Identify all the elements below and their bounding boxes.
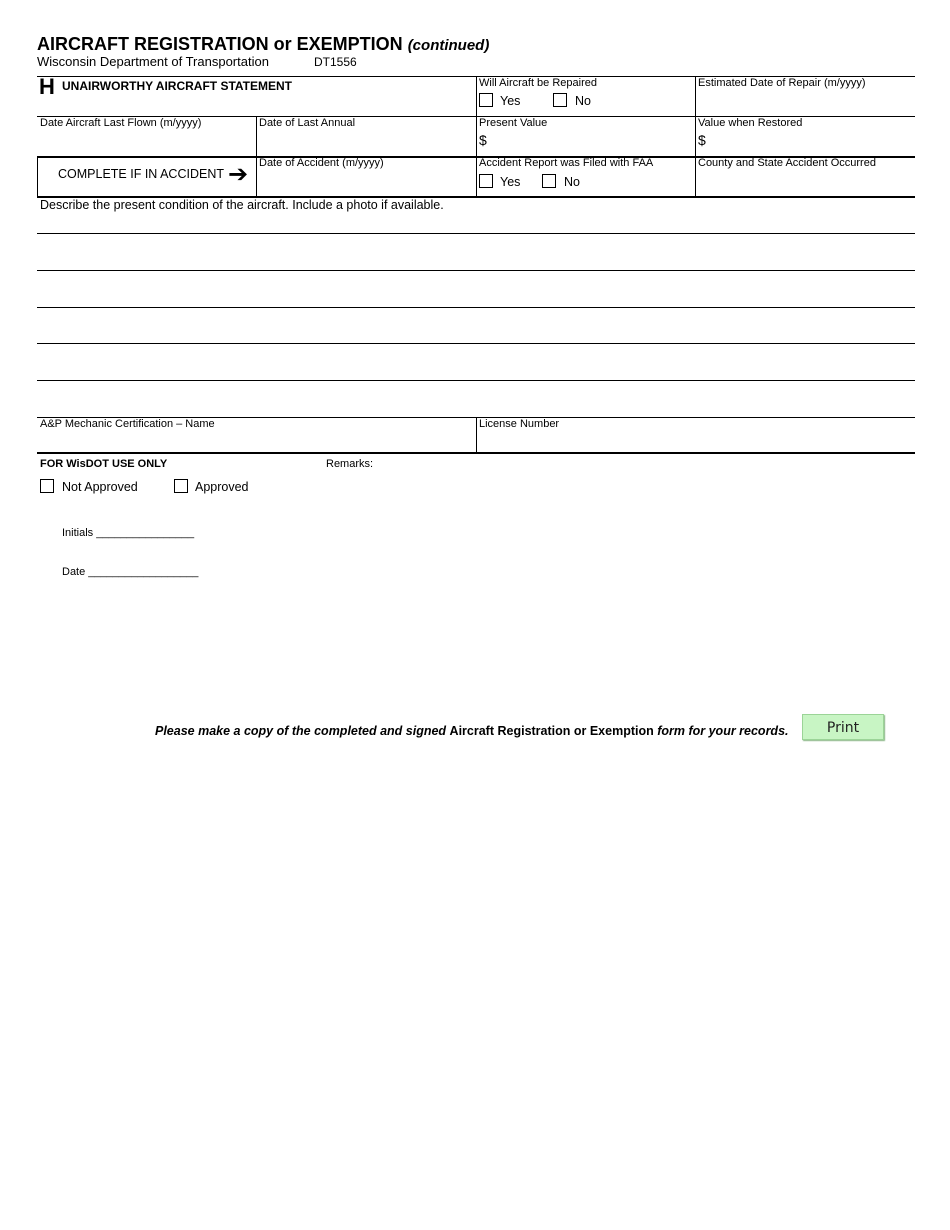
condition-line-6-input[interactable] [40,398,910,416]
restored-value-label: Value when Restored [698,117,803,129]
will-repair-yes-label: Yes [500,94,521,108]
accident-date-input[interactable] [259,174,469,192]
records-note-start: Please make a copy of the completed and signed [155,724,450,738]
condition-line-5-input[interactable] [40,361,910,379]
license-number-input[interactable] [479,433,909,451]
section-letter: H [39,74,55,99]
vline-col3 [476,76,477,197]
records-note [155,724,789,738]
faa-report-no-checkbox[interactable] [542,174,556,188]
rule-condition-4 [37,343,915,344]
vline-accident-left [37,156,38,197]
present-value-label: Present Value [479,117,548,129]
records-note-form-name: Aircraft Registration or Exemption [449,724,654,738]
license-number-label: License Number [479,418,560,430]
mechanic-name-label: A&P Mechanic Certification – Name [40,418,215,430]
rule-condition-1 [37,233,915,234]
present-value-dollar: $ [479,132,487,148]
condition-line-1-input[interactable] [40,214,910,232]
mechanic-name-input[interactable] [40,433,470,451]
present-value-input[interactable] [490,134,690,152]
condition-line-4-input[interactable] [40,324,910,342]
form-title-text: AIRCRAFT REGISTRATION or EXEMPTION [37,34,403,54]
faa-report-yes-label: Yes [500,175,521,189]
vline-license [476,417,477,453]
office-use-title: FOR WisDOT USE ONLY [40,458,168,470]
date-field: Date __________________ [62,566,199,578]
form-title-suffix: (continued) [407,37,490,54]
restored-value-dollar: $ [698,132,706,148]
arrow-right-icon: ➔ [228,160,249,188]
not-approved-checkbox[interactable] [40,479,54,493]
form-title [37,34,489,55]
will-repair-yes-checkbox[interactable] [479,93,493,107]
form-number: DT1556 [314,55,357,69]
not-approved-label: Not Approved [62,480,138,494]
will-repair-no-checkbox[interactable] [553,93,567,107]
last-flown-input[interactable] [40,134,250,152]
est-repair-date-input[interactable] [698,94,908,112]
will-repair-label: Will Aircraft be Repaired [479,77,597,89]
rule-condition-3 [37,307,915,308]
accident-date-label: Date of Accident (m/yyyy) [259,157,384,169]
faa-report-no-label: No [564,175,580,189]
approved-label: Approved [195,480,249,494]
faa-report-label: Accident Report was Filed with FAA [479,157,654,169]
initials-field: Initials ________________ [62,527,195,539]
accident-location-input[interactable] [698,174,908,192]
will-repair-no-label: No [575,94,591,108]
last-flown-label: Date Aircraft Last Flown (m/yyyy) [40,117,202,129]
accident-note: COMPLETE IF IN ACCIDENT [58,167,224,181]
approved-checkbox[interactable] [174,479,188,493]
print-button[interactable]: Print [802,714,884,740]
condition-label: Describe the present condition of the aircraft. Include a photo if available. [40,198,444,212]
est-repair-date-label: Estimated Date of Repair (m/yyyy) [698,77,866,89]
section-title: UNAIRWORTHY AIRCRAFT STATEMENT [62,79,292,93]
records-note-end: form for your records. [653,724,789,738]
remarks-label: Remarks: [326,458,374,470]
vline-col2 [256,116,257,197]
vline-col4 [695,76,696,197]
last-annual-input[interactable] [259,134,469,152]
faa-report-yes-checkbox[interactable] [479,174,493,188]
last-annual-label: Date of Last Annual [259,117,356,129]
department-name: Wisconsin Department of Transportation [37,54,269,69]
restored-value-input[interactable] [709,134,909,152]
rule-condition-2 [37,270,915,271]
condition-line-2-input[interactable] [40,251,910,269]
condition-line-3-input[interactable] [40,288,910,306]
accident-location-label: County and State Accident Occurred [698,157,876,169]
rule-condition-5 [37,380,915,381]
